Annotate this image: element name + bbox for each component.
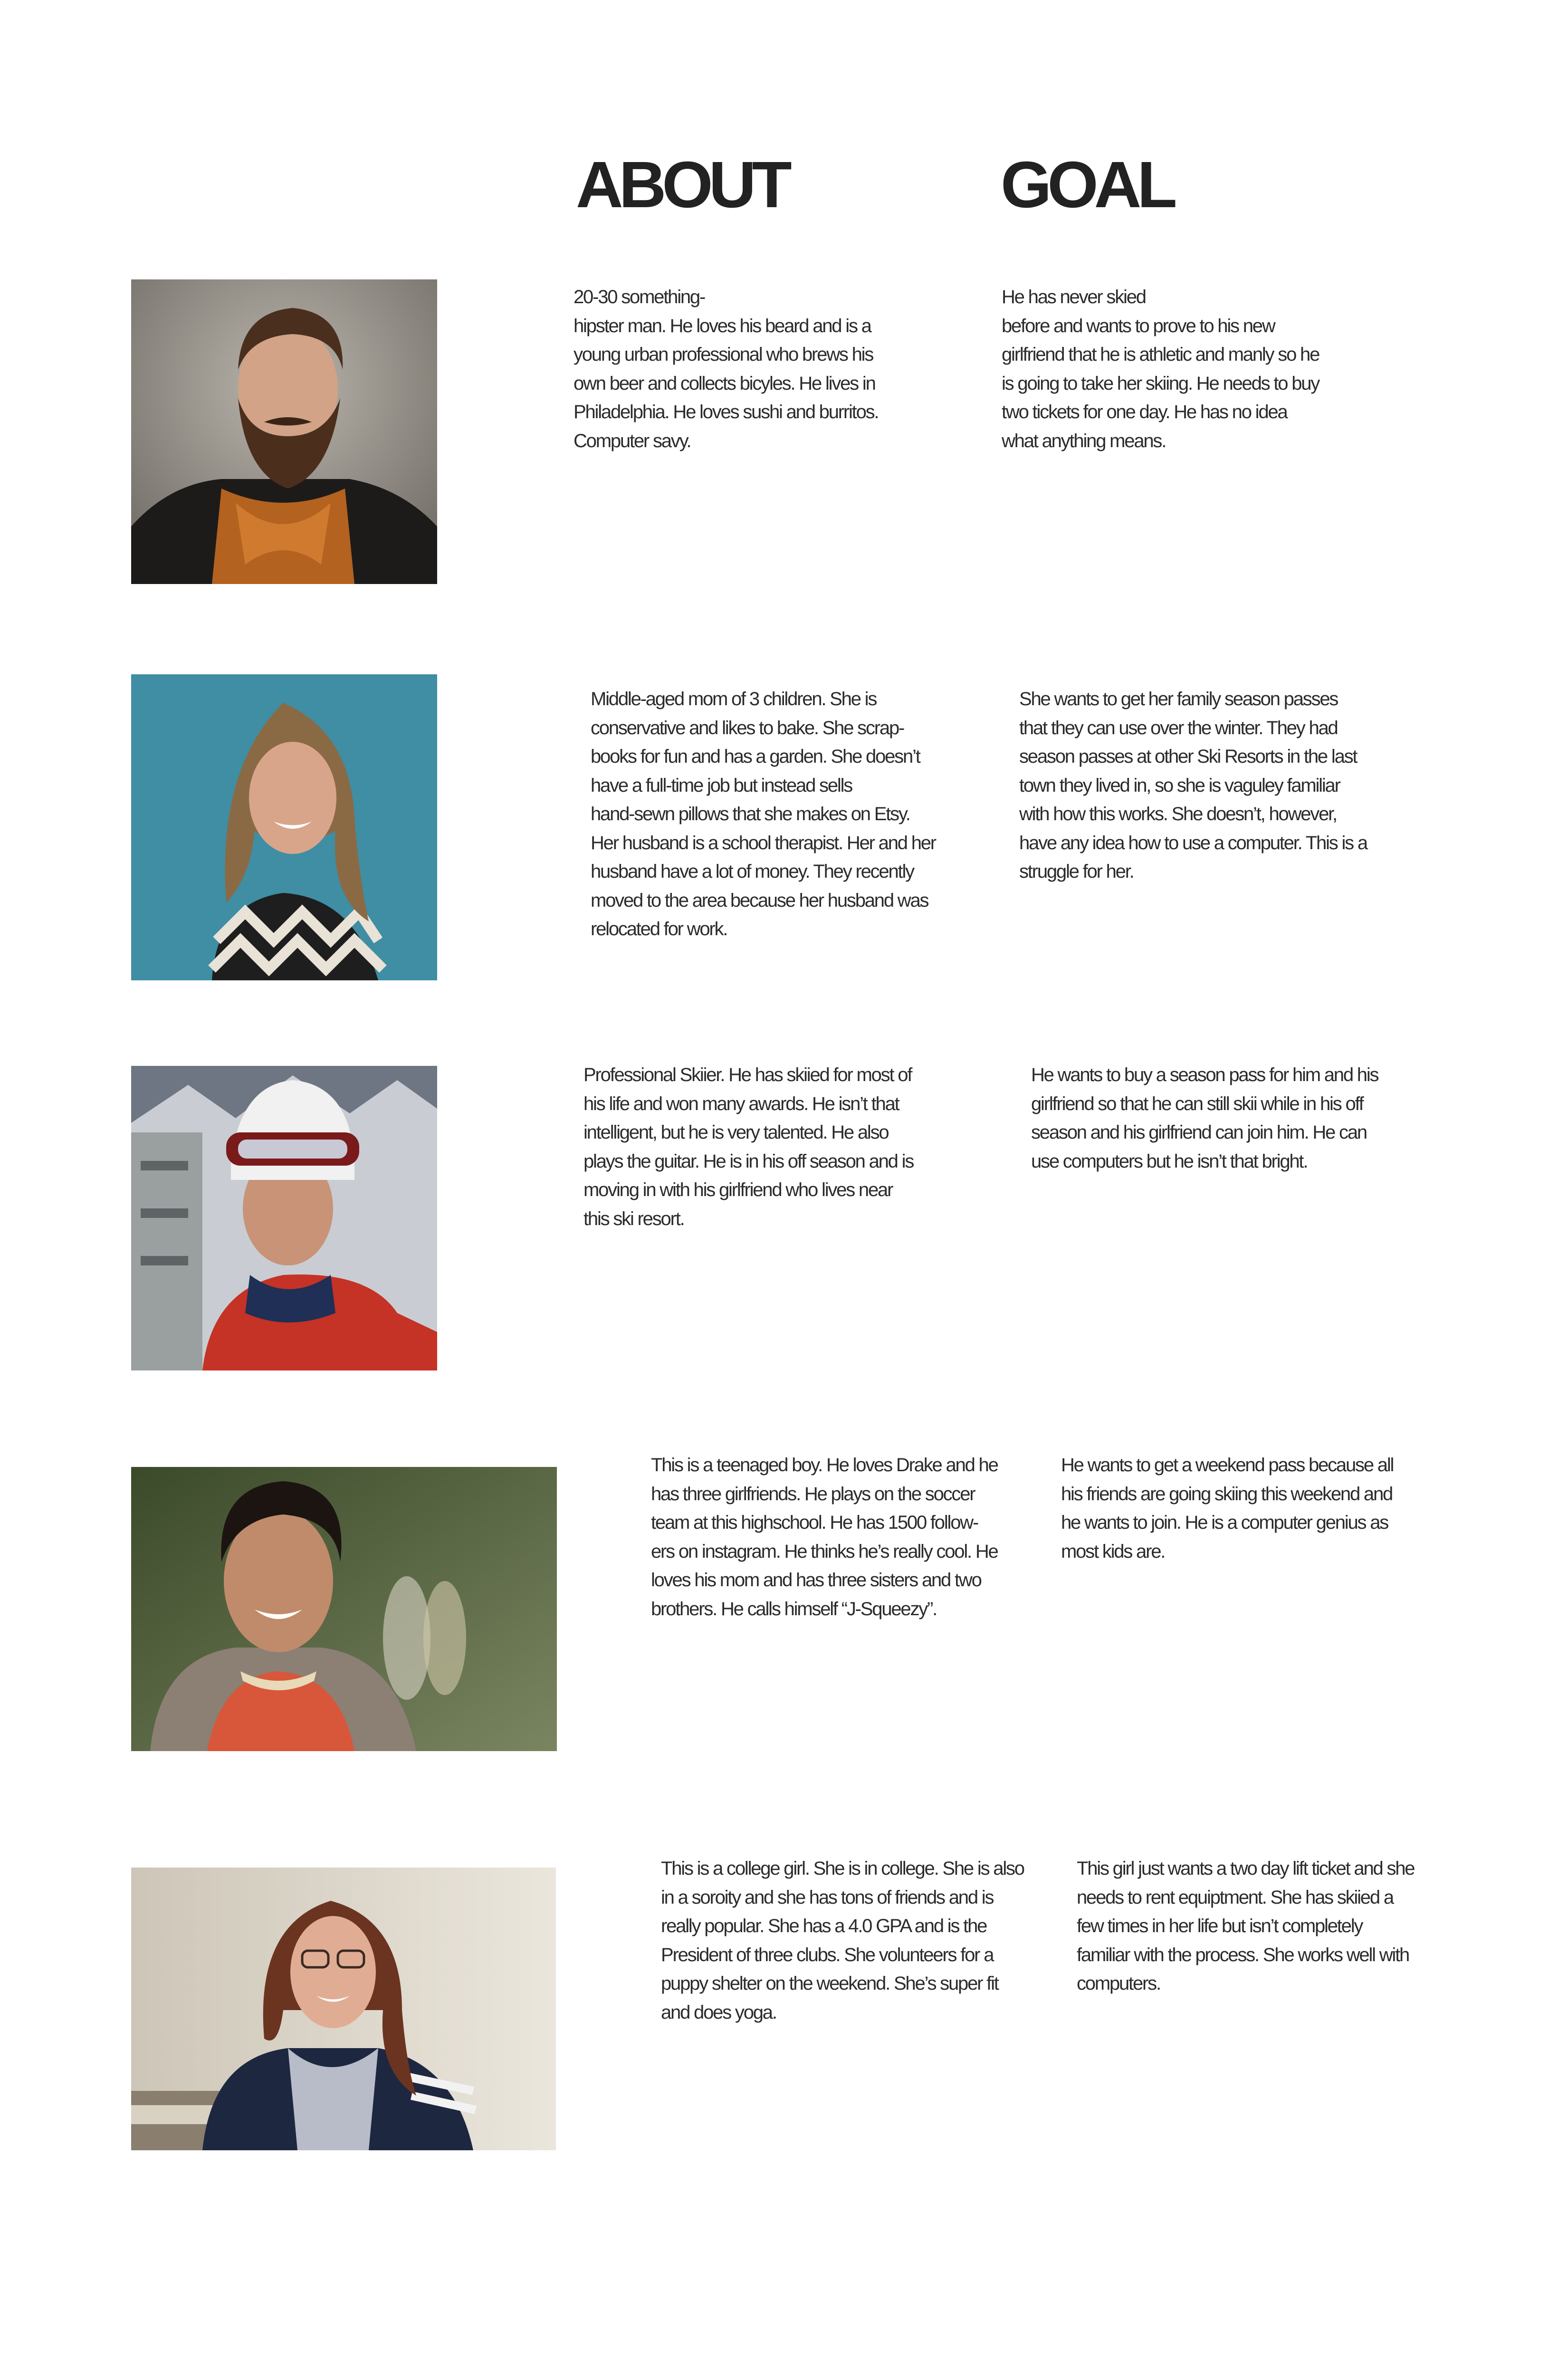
persona-photo-college-girl bbox=[131, 1868, 556, 2150]
persona-photo-teen-boy bbox=[131, 1467, 557, 1751]
persona-4-goal-text: He wants to get a weekend pass because all his friends are going skiing this weekend and he wants to join. He is a computer genius as most kids are. bbox=[1061, 1455, 1394, 1562]
persona-5-about-text: This is a college girl. She is in college. She is also in a soroity and she has tons of friends and is really popular. She has a 4.0 GPA and is the President of three clubs. She volunteers for a puppy shelter on the weekend. She’s super fit and does yoga. bbox=[661, 1858, 1024, 2023]
persona-photo-skier bbox=[131, 1066, 437, 1370]
goal-heading: GOAL bbox=[1001, 148, 1173, 221]
persona-photo-hipster bbox=[131, 279, 437, 584]
persona-4-about-text: This is a teenaged boy. He loves Drake and he has three girlfriends. He plays on the soccer team at this highschool. He has 1500 follow- ers on instagram. He thinks he’s really cool. He loves his mom and has three sisters and two brothers. He calls himself “J-Squeezy”. bbox=[651, 1455, 998, 1619]
persona-2-goal-text: She wants to get her family season passes that they can use over the winter. They had season passes at other Ski Resorts in the last town they lived in, so she is vaguley familiar with how this works. She doesn’t, however, have any idea how to use a computer. This is a struggle for her. bbox=[1019, 689, 1367, 882]
persona-3-about-text: Professional Skiier. He has skiied for most of his life and won many awards. He isn’t that intelligent, but he is very talented. He also plays the guitar. He is in his off season and is moving in with his girlfriend who lives near this ski resort. bbox=[583, 1064, 914, 1229]
persona-2-about-text: Middle-aged mom of 3 children. She is conservative and likes to bake. She scrap- books for fun and has a garden. She doesn’t have a full-time job but instead sells hand-sewn pillows that she makes on Etsy. Her husband is a school therapist. Her and her husband have a lot of money. They recently moved to the area because her husband was relocated for work. bbox=[591, 689, 936, 939]
persona-photo-mom bbox=[131, 674, 437, 980]
persona-3-goal-text: He wants to buy a season pass for him and his girlfriend so that he can still skii while in his off season and his girlfriend can join him. He can use computers but he isn’t that bright. bbox=[1031, 1064, 1378, 1172]
persona-1-about-text: 20-30 something- hipster man. He loves his beard and is a young urban professional who brews his own beer and collects bicyles. He lives in Philadelphia. He loves sushi and burritos. Computer savy. bbox=[574, 287, 879, 451]
persona-1-goal-text: He has never skied before and wants to prove to his new girlfriend that he is athletic and manly so he is going to take her skiing. He needs to buy two tickets for one day. He has no idea what anything means. bbox=[1002, 287, 1319, 451]
about-heading: ABOUT bbox=[576, 148, 788, 221]
persona-5-goal-text: This girl just wants a two day lift ticket and she needs to rent equiptment. She has skiied a few times in her life but isn’t completely familiar with the process. She works well with computers. bbox=[1077, 1858, 1415, 1994]
